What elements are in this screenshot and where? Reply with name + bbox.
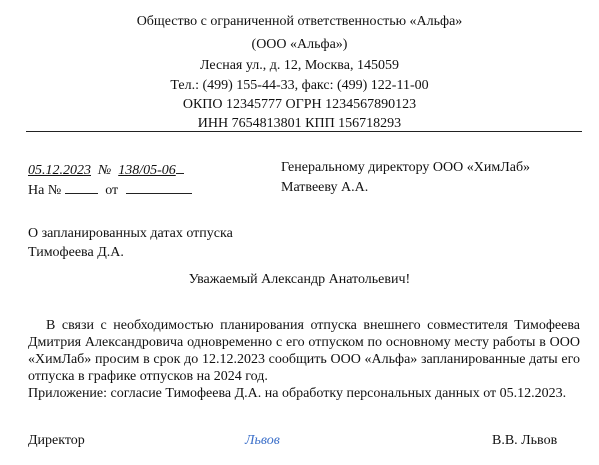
subject-line-1: О запланированных датах отпуска <box>28 226 233 241</box>
reply-number-prefix: На № <box>28 183 62 198</box>
org-inn-kpp: ИНН 7654813801 КПП 156718293 <box>197 116 402 131</box>
reply-number-blank <box>65 180 98 194</box>
outgoing-reference <box>28 160 184 179</box>
signatory-position: Директор <box>28 433 85 448</box>
org-full-name: Общество с ограниченной ответственностью «Альфа» <box>136 14 463 29</box>
number-sign: № <box>98 163 112 178</box>
org-address: Лесная ул., д. 12, Москва, 145059 <box>200 58 399 73</box>
org-short-name: (ООО «Альфа») <box>251 37 348 52</box>
letterhead-divider <box>26 131 582 132</box>
org-phone-fax: Тел.: (499) 155-44-33, факс: (499) 122-11-00 <box>170 78 429 93</box>
outgoing-number-underline-tail <box>176 160 184 174</box>
reply-from-label: от <box>105 183 119 198</box>
addressee-line-1: Генеральному директору ООО «ХимЛаб» <box>281 160 531 175</box>
body-paragraph: В связи с необходимостью планирования отпуска внешнего совместителя Тимофеева Дмитрия Александровича одновременно с его отпуском по основному месту работы в ООО «ХимЛаб» просим в срок до 12.12.2023 сообщить ООО «Альфа» запланированные даты его отпуска в графике отпусков на 2024 год. <box>28 318 580 384</box>
signatory-name: В.В. Львов <box>492 433 558 448</box>
salutation: Уважаемый Александр Анатольевич! <box>188 272 411 287</box>
outgoing-date: 05.12.2023 <box>28 163 91 178</box>
handwritten-signature: Львов <box>245 433 280 448</box>
org-okpo-ogrn: ОКПО 12345777 ОГРН 1234567890123 <box>182 97 417 112</box>
outgoing-number: 138/05-06 <box>118 163 176 178</box>
attachment-note: Приложение: согласие Тимофеева Д.А. на обработку персональных данных от 05.12.2023. <box>28 386 567 401</box>
reply-date-blank <box>126 180 192 194</box>
reply-reference <box>28 180 192 199</box>
subject-line-2: Тимофеева Д.А. <box>28 245 124 260</box>
addressee-line-2: Матвееву А.А. <box>281 180 369 195</box>
